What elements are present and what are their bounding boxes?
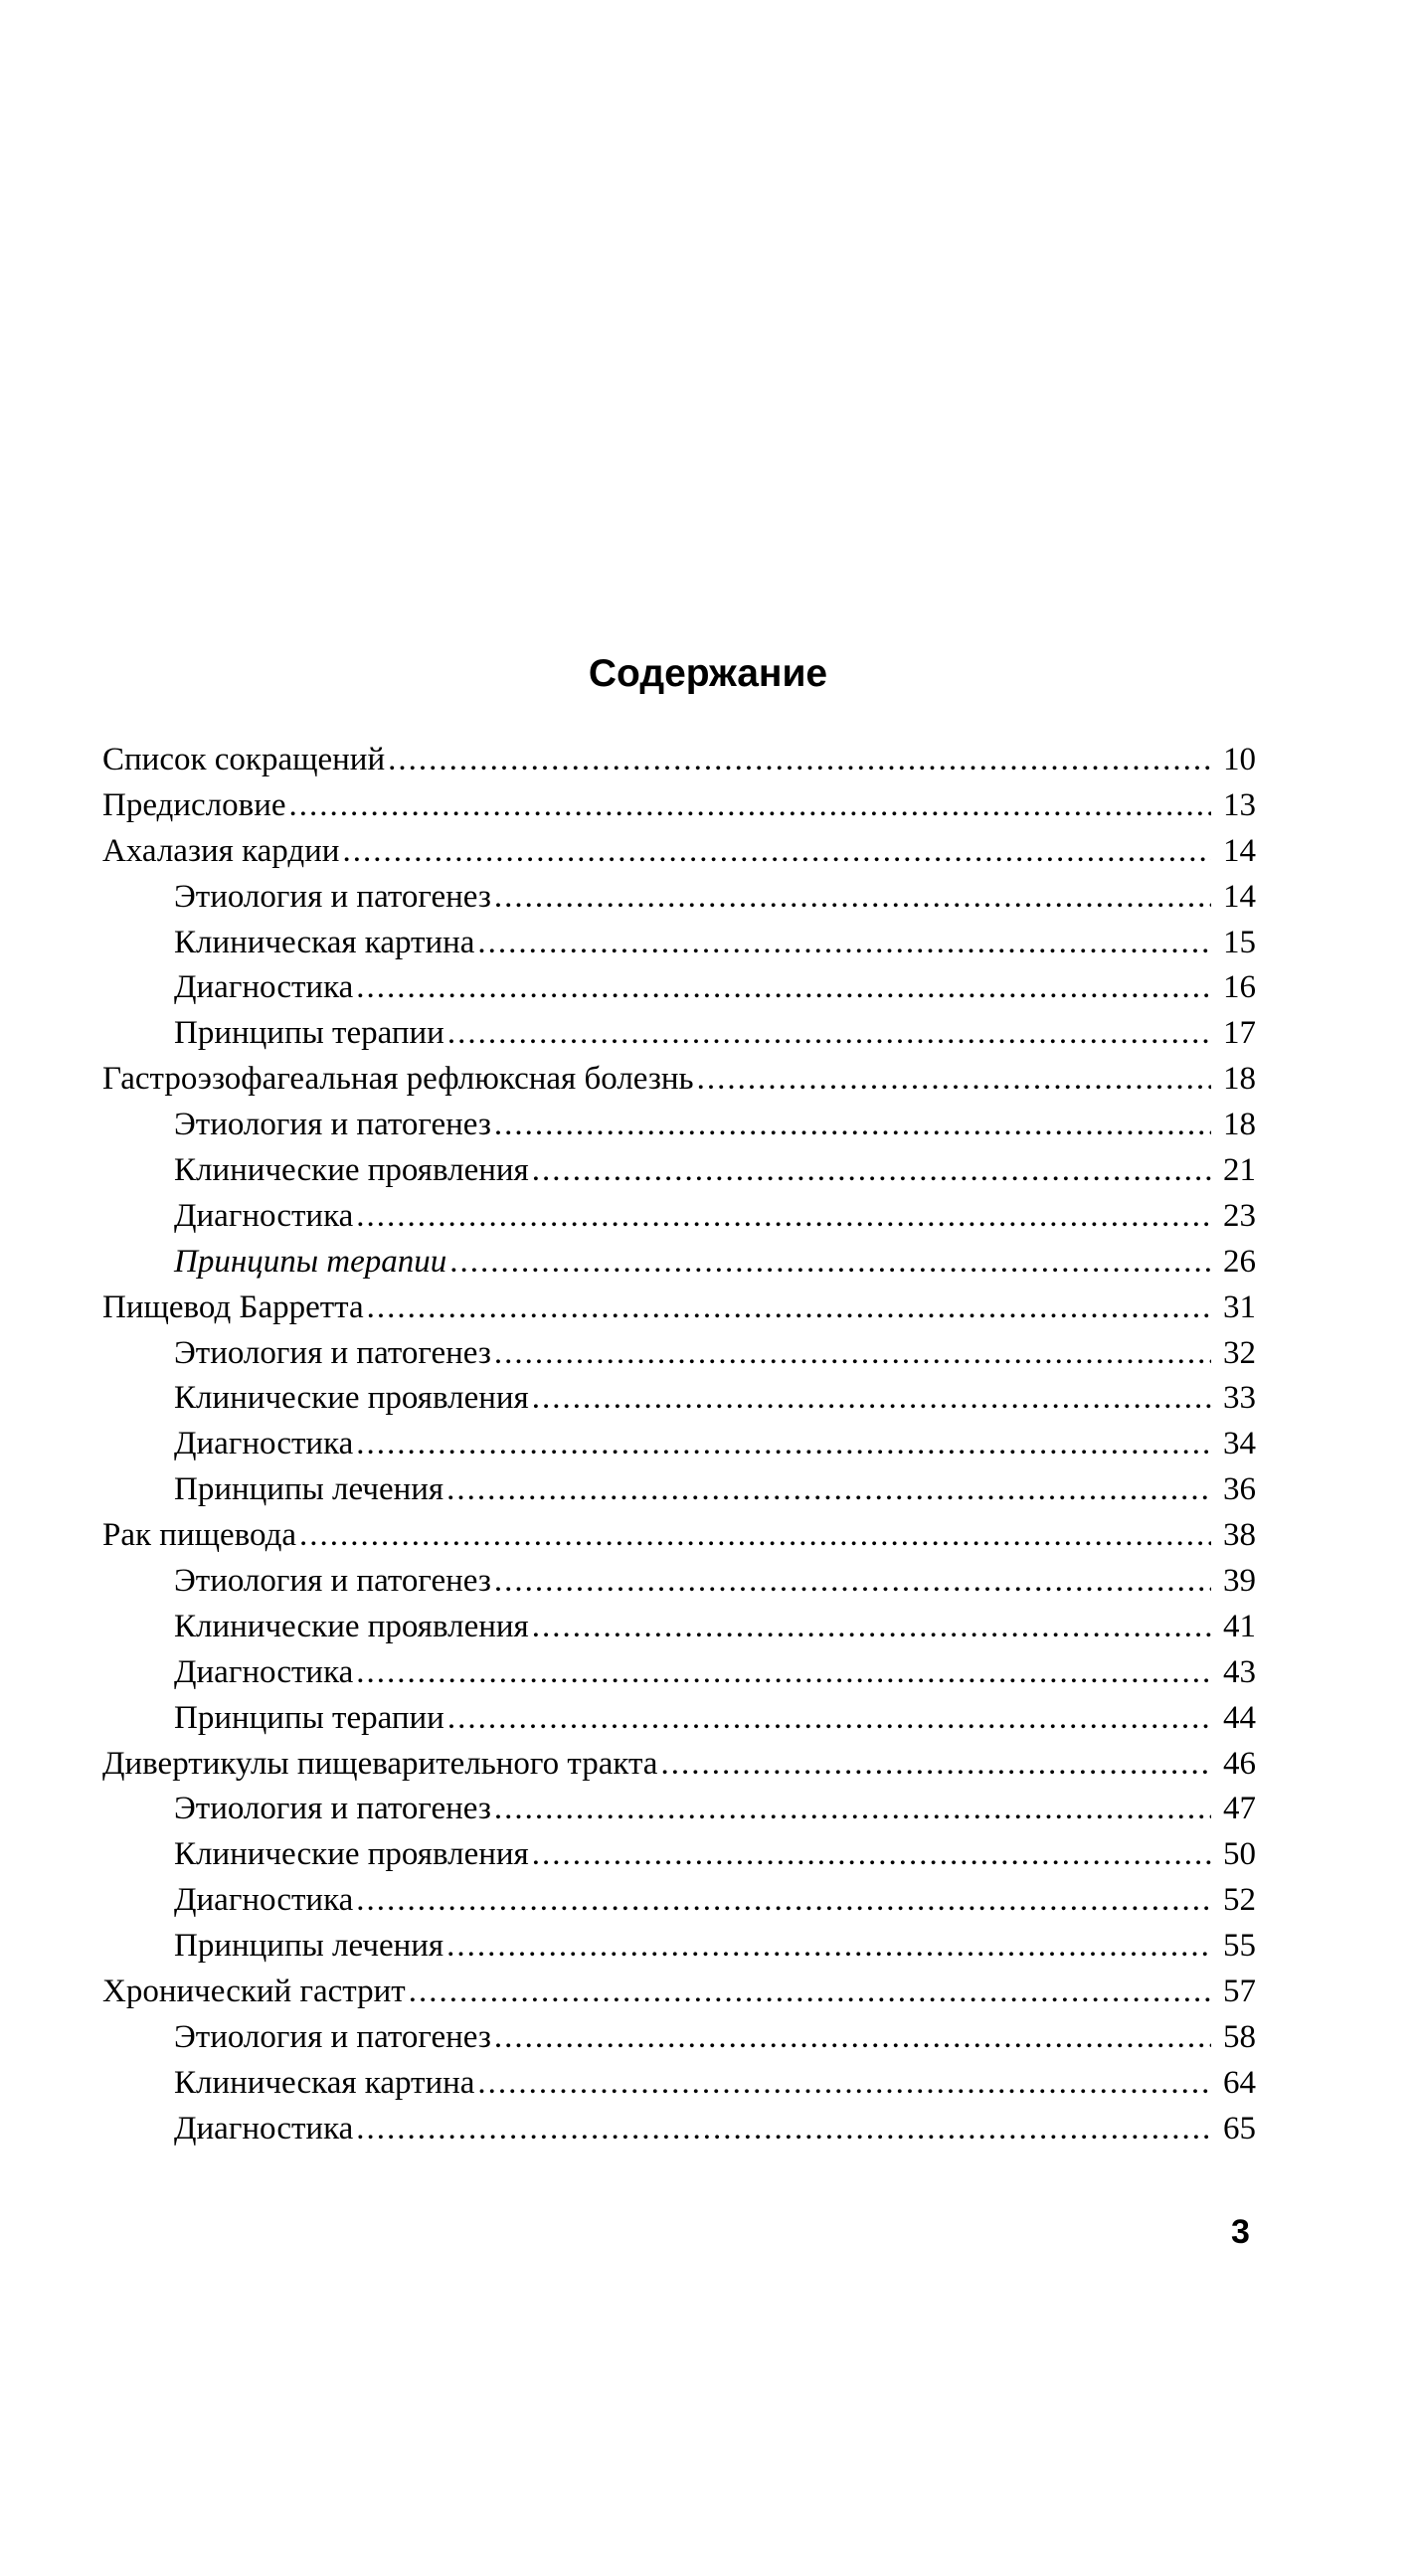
toc-section-entry	[102, 1559, 1256, 1605]
toc-section-entry	[102, 1924, 1256, 1970]
toc-entry-title: Принципы терапии	[174, 1699, 444, 1736]
toc-section-entry	[102, 1832, 1256, 1878]
toc-entry-page-number: 52	[1223, 1882, 1256, 1919]
toc-entry-page-number: 58	[1223, 2018, 1256, 2055]
toc-dot-leader	[289, 783, 1212, 829]
toc-dot-leader	[477, 2061, 1211, 2107]
toc-chapter-entry	[102, 1513, 1256, 1559]
toc-dot-leader	[446, 1924, 1211, 1970]
toc-entry-page-number: 10	[1223, 742, 1256, 777]
toc-section-entry	[102, 2015, 1256, 2061]
toc-dot-leader	[356, 1878, 1211, 1924]
toc-dot-leader	[367, 1286, 1211, 1331]
toc-entry-title: Диагностика	[174, 969, 354, 1006]
toc-entry-title: Этиология и патогенез	[174, 1563, 491, 1600]
toc-chapter-entry	[102, 783, 1256, 829]
toc-entry-title: Диагностика	[174, 1197, 354, 1234]
toc-dot-leader	[409, 1970, 1211, 2015]
toc-entry-title: Этиология и патогенез	[174, 878, 491, 915]
toc-section-entry	[102, 1011, 1256, 1057]
toc-entry-title: Пищевод Барретта	[102, 1288, 364, 1325]
toc-entry-title: Ахалазия кардии	[102, 832, 340, 869]
toc-entry-title: Диагностика	[174, 1653, 354, 1690]
toc-entry-page-number: 46	[1223, 1745, 1256, 1782]
toc-entry-title: Этиология и патогенез	[174, 1791, 491, 1827]
toc-chapter-entry	[102, 829, 1256, 875]
toc-dot-leader	[447, 1011, 1211, 1057]
toc-entry-title: Клинические проявления	[174, 1608, 529, 1644]
toc-entry-title: Принципы лечения	[174, 1928, 444, 1965]
toc-section-entry	[102, 1331, 1256, 1377]
toc-section-entry	[102, 1376, 1256, 1422]
toc-dot-leader	[446, 1467, 1211, 1513]
toc-section-entry	[102, 1878, 1256, 1924]
toc-section-entry	[102, 965, 1256, 1011]
toc-dot-leader	[388, 738, 1211, 783]
toc-chapter-entry	[102, 1970, 1256, 2015]
toc-dot-leader	[356, 1650, 1211, 1696]
toc-entry-page-number: 41	[1223, 1608, 1256, 1644]
toc-entry-page-number: 47	[1223, 1791, 1256, 1827]
toc-entry-page-number: 50	[1223, 1836, 1256, 1873]
toc-dot-leader	[494, 1331, 1211, 1377]
toc-chapter-entry	[102, 738, 1256, 783]
toc-entry-page-number: 65	[1223, 2110, 1256, 2147]
toc-entry-page-number: 34	[1223, 1426, 1256, 1462]
toc-entry-page-number: 38	[1223, 1517, 1256, 1554]
toc-entry-page-number: 16	[1223, 969, 1256, 1006]
toc-entry-title: Принципы терапии	[174, 1015, 444, 1052]
toc-section-entry	[102, 1103, 1256, 1148]
toc-entry-page-number: 33	[1223, 1380, 1256, 1417]
toc-dot-leader	[697, 1057, 1211, 1103]
toc-dot-leader	[447, 1696, 1211, 1742]
toc-entry-title: Список сокращений	[102, 742, 386, 777]
toc-dot-leader	[342, 829, 1211, 875]
toc-dot-leader	[356, 1194, 1211, 1240]
toc-entry-title: Диагностика	[174, 1426, 354, 1462]
toc-entry-title: Этиология и патогенез	[174, 1334, 491, 1371]
page-number: 3	[1231, 2213, 1250, 2251]
toc-entry-page-number: 31	[1223, 1288, 1256, 1325]
toc-entry-title: Этиология и патогенез	[174, 1107, 491, 1143]
toc-section-entry	[102, 1650, 1256, 1696]
toc-entry-page-number: 36	[1223, 1471, 1256, 1508]
toc-section-entry	[102, 1240, 1256, 1286]
toc-dot-leader	[494, 875, 1211, 921]
toc-dot-leader	[494, 1103, 1211, 1148]
toc-entry-page-number: 21	[1223, 1152, 1256, 1189]
toc-section-entry	[102, 875, 1256, 921]
page-title: Содержание	[588, 652, 828, 695]
toc-entry-page-number: 17	[1223, 1015, 1256, 1052]
toc-entry-title: Хронический гастрит	[102, 1974, 406, 2010]
toc-section-entry	[102, 1422, 1256, 1467]
toc-section-entry	[102, 2107, 1256, 2152]
toc-entry-page-number: 32	[1223, 1334, 1256, 1371]
toc-dot-leader	[356, 965, 1211, 1011]
toc-section-entry	[102, 1696, 1256, 1742]
toc-section-entry	[102, 1787, 1256, 1832]
toc-dot-leader	[494, 1787, 1211, 1832]
toc-dot-leader	[532, 1605, 1211, 1650]
toc-dot-leader	[449, 1240, 1211, 1286]
toc-dot-leader	[494, 2015, 1211, 2061]
toc-section-entry	[102, 921, 1256, 966]
toc-entry-page-number: 14	[1223, 878, 1256, 915]
toc-entry-title: Рак пищевода	[102, 1517, 297, 1554]
toc-entry-title: Клинические проявления	[174, 1380, 529, 1417]
toc-entry-page-number: 43	[1223, 1653, 1256, 1690]
toc-chapter-entry	[102, 1742, 1256, 1788]
toc-entry-title: Дивертикулы пищеварительного тракта	[102, 1745, 658, 1782]
toc-dot-leader	[356, 2107, 1211, 2152]
toc-entry-title: Диагностика	[174, 1882, 354, 1919]
toc-dot-leader	[532, 1832, 1211, 1878]
toc-dot-leader	[660, 1742, 1211, 1788]
toc-entry-page-number: 57	[1223, 1974, 1256, 2010]
toc-entry-title: Гастроэзофагеальная рефлюксная болезнь	[102, 1061, 694, 1098]
toc-section-entry	[102, 1148, 1256, 1194]
toc-entry-page-number: 44	[1223, 1699, 1256, 1736]
toc-entry-page-number: 64	[1223, 2064, 1256, 2101]
toc-section-entry	[102, 1605, 1256, 1650]
toc-entry-page-number: 55	[1223, 1928, 1256, 1965]
toc-entry-title: Клиническая картина	[174, 924, 475, 960]
toc-entry-page-number: 18	[1223, 1107, 1256, 1143]
toc-entry-title: Клинические проявления	[174, 1836, 529, 1873]
toc-section-entry	[102, 2061, 1256, 2107]
toc-entry-title: Этиология и патогенез	[174, 2018, 491, 2055]
toc-section-entry	[102, 1467, 1256, 1513]
toc-chapter-entry	[102, 1286, 1256, 1331]
toc-entry-title: Принципы лечения	[174, 1471, 444, 1508]
toc-dot-leader	[477, 921, 1211, 966]
toc-entry-title: Клиническая картина	[174, 2064, 475, 2101]
toc-dot-leader	[494, 1559, 1211, 1605]
toc-entry-page-number: 14	[1223, 832, 1256, 869]
toc-dot-leader	[356, 1422, 1211, 1467]
toc-entry-title: Клинические проявления	[174, 1152, 529, 1189]
toc-section-entry	[102, 1194, 1256, 1240]
toc-entry-page-number: 23	[1223, 1197, 1256, 1234]
toc-chapter-entry	[102, 1057, 1256, 1103]
toc-entry-page-number: 18	[1223, 1061, 1256, 1098]
toc-entry-page-number: 39	[1223, 1563, 1256, 1600]
toc-entry-page-number: 13	[1223, 786, 1256, 823]
toc-entry-title: Принципы терапии	[174, 1243, 447, 1280]
toc-entry-title: Диагностика	[174, 2110, 354, 2147]
table-of-contents	[102, 738, 1256, 2152]
toc-entry-page-number: 26	[1223, 1243, 1256, 1280]
toc-entry-title: Предисловие	[102, 786, 286, 823]
toc-dot-leader	[532, 1376, 1211, 1422]
toc-dot-leader	[532, 1148, 1211, 1194]
toc-dot-leader	[299, 1513, 1211, 1559]
toc-entry-page-number: 15	[1223, 924, 1256, 960]
